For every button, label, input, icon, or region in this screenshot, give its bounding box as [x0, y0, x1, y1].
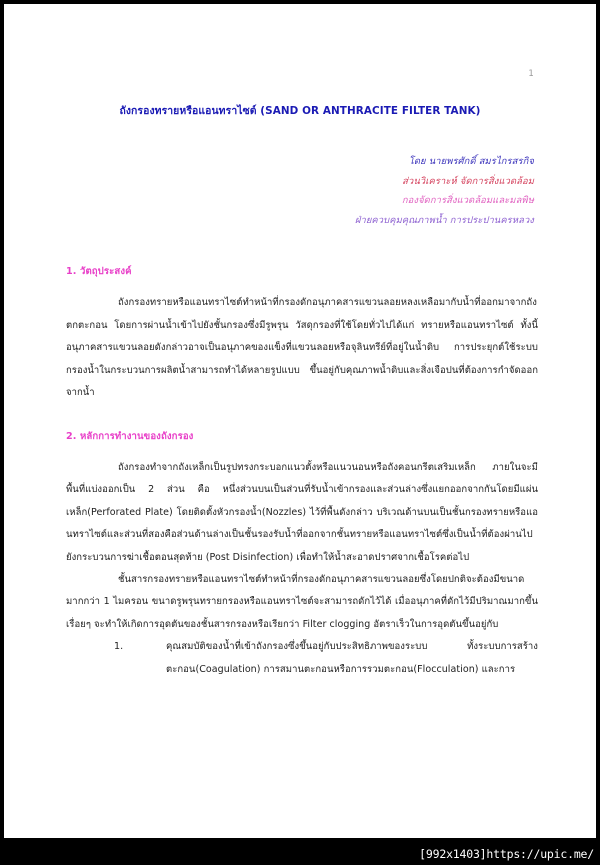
- section-heading-objective: 1. วัตถุประสงค์: [66, 266, 132, 277]
- page-number: 1: [528, 69, 534, 79]
- section-2-paragraph-2: ชั้นสารกรองทรายหรือแอนทราไซต์ทำหน้าที่กรองดักอนุภาคสารแขวนลอยซึ่งโดยปกติจะต้องมีขนาดมากกว่า 1 ไมครอน ขนาดรูพรุนทรายกรองหรือแอนทราไซต์จะสามารถดักไว้ได้ เมื่ออนุภาคที่ดักไว้มีปริมาณมากขึ้นเรื่อยๆ จะทำให้เกิดการอุดตันของชั้นสารกรองหรือเรียกว่า Filter clogging อัตราเร็วในการอุดตันขึ้นอยู่กับ: [66, 574, 538, 630]
- spacer: [66, 278, 538, 292]
- section-1-paragraph-1: ถังกรองทรายหรือแอนทราไซต์ทำหน้าที่กรองดักอนุภาคสารแขวนลอยหลงเหลือมากับน้ำที่ออกมาจากถังตกตะกอน โดยการผ่านน้ำเข้าไปยังชั้นกรองซึ่งมีรูพรุน วัสดุกรองที่ใช้โดยทั่วไปได้แก่ ทรายหรือแอนทราไซต์ ทั้งนี้อนุภาคสารแขวนลอยดังกล่าวอาจเป็นอนุภาคของแข็งที่แขวนลอยหรือจุลินทรีย์ที่อยู่ในน้ำดิบ การประยุกต์ใช้ระบบกรองน้ำในกระบวนการผลิตน้ำสามารถทำได้หลายรูปแบบ ขึ้นอยู่กับคุณภาพน้ำดิบและสิ่งเจือปนที่ต้องการกำจัดออกจากน้ำ: [66, 297, 538, 399]
- spacer: [66, 443, 538, 457]
- section-2-paragraph-1: ถังกรองทำจากถังเหล็กเป็นรูปทรงกระบอกแนวตั้งหรือแนวนอนหรือถังคอนกรีตเสริมเหล็ก ภายในจะมีพื้นที่แบ่งออกเป็น 2 ส่วน คือ หนึ่งส่วนบนเป็นส่วนที่รับน้ำเข้ากรองและส่วนล่างซึ่งแยกออกจากกันโดยมีแผ่นเหล็ก(Perforated Plate) โดยติดตั้งหัวกรองน้ำ(Nozzles) ไว้ที่พื้นดังกล่าว บริเวณด้านบนเป็นชั้นกรองทรายหรือแอนทราไซต์และส่วนที่สองคือส่วนด้านล่างเป็นชั้นรองรับน้ำที่ออกจากชั้นทรายหรือแอนทราไซต์ซึ่งเป็นน้ำที่ต้องผ่านไปยังกระบวนการฆ่าเชื้อตอนสุดท้าย (Post Disinfection) เพื่อทำให้น้ำสะอาดปราศจากเชื้อโรคต่อไป: [66, 461, 538, 563]
- list-item-number: 1.: [114, 641, 124, 653]
- image-dimensions-label: [992x1403]: [419, 847, 487, 861]
- source-url-label[interactable]: https://upic.me/: [486, 847, 594, 861]
- byline-division: ส่วนวิเคราะห์ จัดการสิ่งแวดล้อม: [402, 175, 534, 187]
- list-item-text: คุณสมบัติของน้ำที่เข้าถังกรองซึ่งขึ้นอยู่กับประสิทธิภาพของระบบ ทั้งระบบการสร้างตะกอน(Coagulation) การสมานตะกอนหรือการรวมตะกอน(Flocculation) และการ: [166, 641, 538, 675]
- byline-department: กองจัดการสิ่งแวดล้อมและมลพิษ: [401, 195, 534, 207]
- footer-bar: [0, 838, 600, 865]
- spacer: [66, 405, 538, 431]
- numbered-list: [66, 636, 538, 681]
- document-page: [4, 4, 596, 838]
- footer-caption: [419, 847, 594, 861]
- list-item: [66, 636, 538, 681]
- page-content-area: [4, 4, 596, 838]
- byline-block: [355, 152, 534, 230]
- byline-author: โดย นายพรศักดิ์ สมรไกรสรกิจ: [408, 156, 534, 167]
- document-title: ถังกรองทรายหรือแอนทราไซต์ (SAND OR ANTHRACITE FILTER TANK): [119, 105, 481, 117]
- section-heading-filter-principle: 2. หลักการทำงานของถังกรอง: [66, 430, 194, 442]
- byline-organization: ฝ่ายควบคุมคุณภาพน้ำ การประปานครหลวง: [354, 214, 534, 226]
- document-body: [66, 266, 538, 681]
